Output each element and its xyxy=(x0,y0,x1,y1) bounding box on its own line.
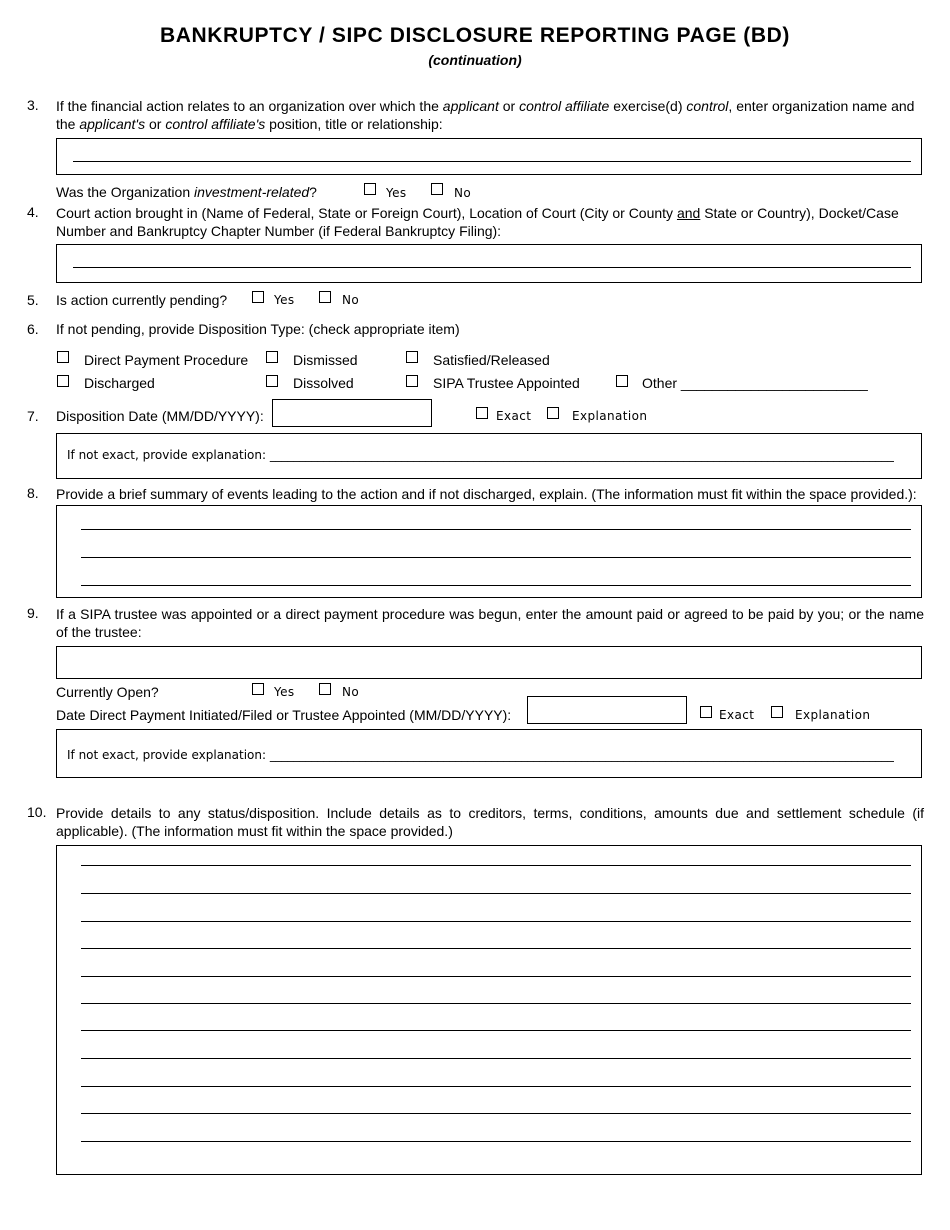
field-rule xyxy=(81,585,911,586)
item-6-text: If not pending, provide Disposition Type: (check appropriate item) xyxy=(56,321,460,337)
direct-payment-checkbox[interactable] xyxy=(57,351,69,363)
other-checkbox[interactable] xyxy=(616,375,628,387)
disposition-exact-checkbox[interactable] xyxy=(476,407,488,419)
disposition-explanation-checkbox[interactable] xyxy=(547,407,559,419)
page-title: BANKRUPTCY / SIPC DISCLOSURE REPORTING PAGE (BD) xyxy=(159,24,791,47)
item-9-text: If a SIPA trustee was appointed or a direct payment procedure was begun, enter the amount paid or agreed to be paid by you; or the name of the trustee: xyxy=(56,606,924,640)
field-rule xyxy=(81,865,911,866)
satisfied-checkbox[interactable] xyxy=(406,351,418,363)
dismissed-label: Dismissed xyxy=(293,352,358,368)
trustee-field[interactable] xyxy=(56,646,922,679)
investment-yes-label: Yes xyxy=(386,186,407,200)
open-yes-label: Yes xyxy=(274,685,295,699)
disposition-explanation-label: Explanation xyxy=(572,409,648,423)
investment-related-label: Was the Organization investment-related? xyxy=(56,184,317,200)
item-5-text: Is action currently pending? xyxy=(56,292,228,308)
pending-no-label: No xyxy=(342,293,360,307)
item-4-text: Court action brought in (Name of Federal, State or Foreign Court), Location of Court (City or County and State or Country), Docket/Case Number and Bankruptcy Chapter Number (if Federal Bankruptcy Filing): xyxy=(56,205,899,239)
dissolved-label: Dissolved xyxy=(293,375,354,391)
disposition-explanation-field[interactable] xyxy=(56,433,922,479)
field-rule xyxy=(81,1058,911,1059)
payment-explanation-label: Explanation xyxy=(795,708,871,722)
field-rule xyxy=(81,948,911,949)
item-number-8: 8. xyxy=(27,485,39,501)
item-number-9: 9. xyxy=(27,605,39,621)
currently-open-label: Currently Open? xyxy=(56,684,159,700)
payment-date-label: Date Direct Payment Initiated/Filed or Trustee Appointed (MM/DD/YYYY): xyxy=(56,707,512,723)
field-rule xyxy=(81,1113,911,1114)
field-rule xyxy=(81,921,911,922)
direct-payment-label: Direct Payment Procedure xyxy=(84,352,249,368)
investment-no-checkbox[interactable] xyxy=(431,183,443,195)
item-number-3: 3. xyxy=(27,97,39,113)
pending-yes-checkbox[interactable] xyxy=(252,291,264,303)
explanation-prompt: If not exact, provide explanation: ________________________________________________________________________________________________________ xyxy=(67,448,894,462)
payment-exact-label: Exact xyxy=(719,708,755,722)
item-number-4: 4. xyxy=(27,204,39,220)
item-number-7: 7. xyxy=(27,408,39,424)
field-rule xyxy=(81,1030,911,1031)
pending-yes-label: Yes xyxy=(274,293,295,307)
open-no-label: No xyxy=(342,685,360,699)
summary-field[interactable] xyxy=(56,505,922,598)
field-rule xyxy=(81,976,911,977)
explanation-prompt: If not exact, provide explanation: ________________________________________________________________________________________________________ xyxy=(67,748,894,762)
field-rule xyxy=(73,161,911,162)
item-number-6: 6. xyxy=(27,321,39,337)
pending-no-checkbox[interactable] xyxy=(319,291,331,303)
investment-no-label: No xyxy=(454,186,472,200)
satisfied-label: Satisfied/Released xyxy=(433,352,550,368)
field-rule xyxy=(81,1003,911,1004)
details-field[interactable] xyxy=(56,845,922,1175)
dissolved-checkbox[interactable] xyxy=(266,375,278,387)
item-8-text: Provide a brief summary of events leading to the action and if not discharged, explain. (The information must fit within the space provided.): xyxy=(56,486,917,502)
item-number-5: 5. xyxy=(27,292,39,308)
discharged-checkbox[interactable] xyxy=(57,375,69,387)
page-subtitle: (continuation) xyxy=(428,52,522,68)
payment-explanation-checkbox[interactable] xyxy=(771,706,783,718)
field-rule xyxy=(81,557,911,558)
investment-yes-checkbox[interactable] xyxy=(364,183,376,195)
field-rule xyxy=(81,529,911,530)
field-rule xyxy=(73,267,911,268)
other-label: Other ________________________ xyxy=(642,375,868,391)
open-no-checkbox[interactable] xyxy=(319,683,331,695)
disposition-date-label: Disposition Date (MM/DD/YYYY): xyxy=(56,408,264,424)
item-10-text: Provide details to any status/disposition. Include details as to creditors, terms, conditions, amounts due and settlement schedule (if applicable). (The information must fit within the space provided.) xyxy=(56,805,924,839)
payment-explanation-field[interactable] xyxy=(56,729,922,778)
item-number-10: 10. xyxy=(27,804,47,820)
disposition-date-input[interactable] xyxy=(272,399,432,427)
organization-field[interactable] xyxy=(56,138,922,175)
payment-exact-checkbox[interactable] xyxy=(700,706,712,718)
item-3-text: If the financial action relates to an organization over which the applicant or control affiliate exercise(d) control, enter organization name and the applicant's or control affiliate's position, title or relationship: xyxy=(56,98,915,132)
dismissed-checkbox[interactable] xyxy=(266,351,278,363)
field-rule xyxy=(81,1086,911,1087)
court-action-field[interactable] xyxy=(56,244,922,283)
field-rule xyxy=(81,1141,911,1142)
discharged-label: Discharged xyxy=(84,375,155,391)
field-rule xyxy=(81,893,911,894)
open-yes-checkbox[interactable] xyxy=(252,683,264,695)
sipa-trustee-checkbox[interactable] xyxy=(406,375,418,387)
disposition-exact-label: Exact xyxy=(496,409,532,423)
sipa-trustee-label: SIPA Trustee Appointed xyxy=(433,375,580,391)
payment-date-input[interactable] xyxy=(527,696,687,724)
